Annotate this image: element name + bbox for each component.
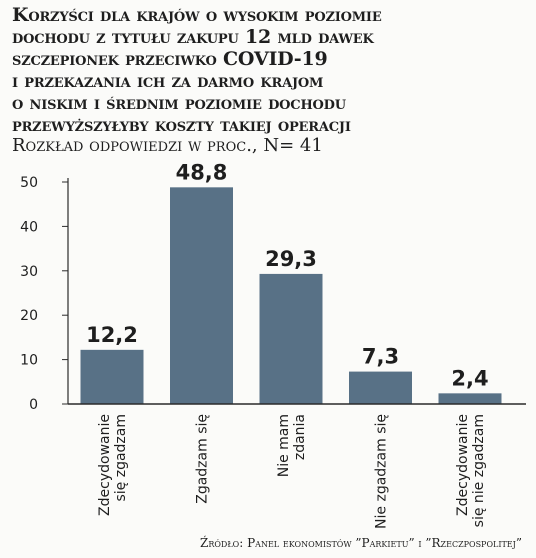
title-line: Korzyści dla krajów o wysokim poziomie [12, 4, 382, 26]
title-line: o niskim i średnim poziomie dochodu [12, 92, 346, 114]
bar [349, 372, 412, 404]
x-tick-label: Nie mam [276, 414, 292, 478]
bar [170, 187, 233, 404]
title-line: dochodu z tytułu zakupu 12 mld dawek [12, 26, 374, 48]
chart-subtitle: Rozkład odpowiedzi w proc., N= 41 [12, 135, 323, 156]
x-tick-label: Zgadzam się [194, 414, 211, 504]
x-tick-label: Zdecydowanie [97, 414, 113, 516]
x-tick-label: Zdecydowanie [455, 414, 471, 516]
title-line: przewyższyłyby koszty takiej operacji [12, 114, 351, 136]
title-line: i przekazania ich za darmo krajom [12, 70, 324, 92]
x-tick-label: zdania [292, 414, 308, 461]
y-tick-label: 10 [20, 352, 38, 369]
y-tick-label: 30 [20, 263, 38, 280]
y-tick-label: 50 [20, 175, 38, 191]
title-line: szczepionek przeciwko COVID-19 [12, 48, 328, 70]
y-tick-label: 0 [29, 397, 38, 413]
data-label: 7,3 [361, 344, 400, 369]
y-tick-label: 20 [20, 308, 38, 325]
x-tick-label: Nie zgadzam się [373, 414, 390, 529]
x-tick-label: się zgadzam [113, 414, 129, 502]
data-label: 29,3 [265, 246, 317, 271]
bar [439, 393, 502, 404]
x-tick-label: się nie zgadzam [471, 414, 487, 528]
data-label: 12,2 [86, 322, 138, 347]
bar [260, 274, 323, 404]
y-tick-label: 40 [20, 219, 38, 236]
source-note: Źródło: Panel ekonomistów ”Parkietu” i ”Rzeczpospolitej” [200, 536, 522, 550]
bar [81, 350, 144, 404]
data-label: 2,4 [451, 366, 489, 391]
data-label: 48,8 [175, 160, 228, 185]
